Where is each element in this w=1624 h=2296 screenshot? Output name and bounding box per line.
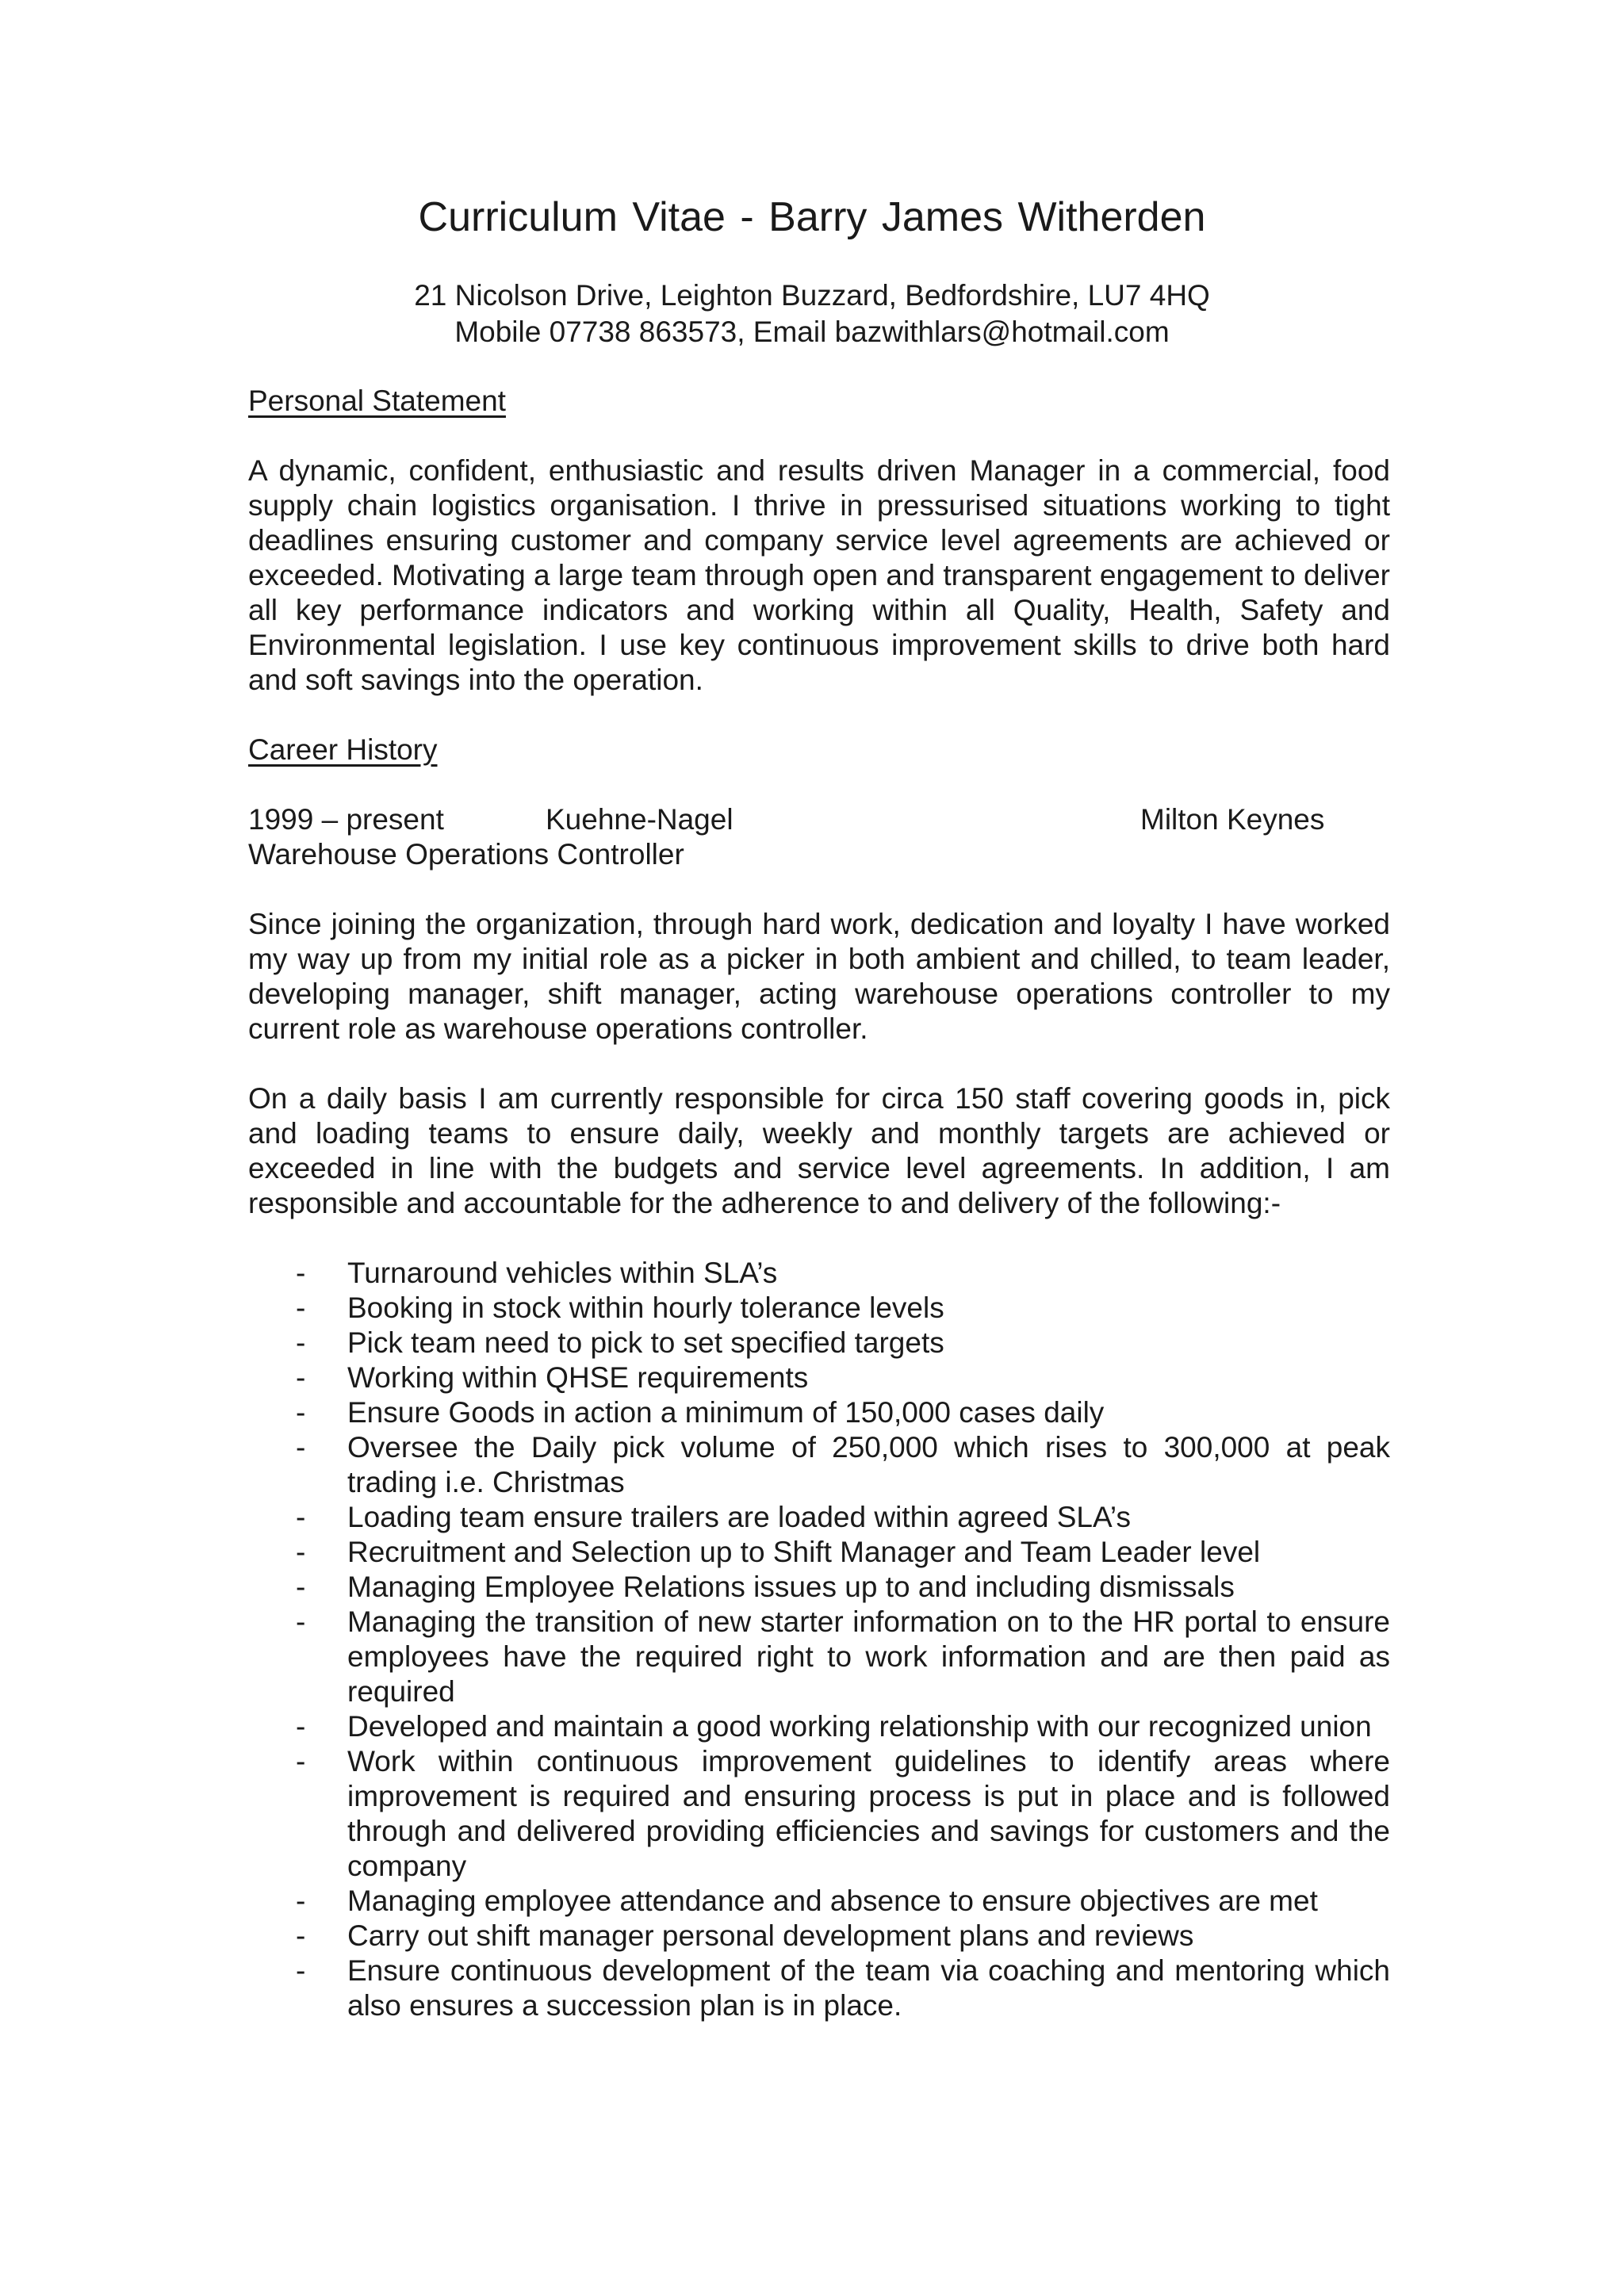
contact-block bbox=[248, 277, 1376, 350]
bullet-dash: - bbox=[296, 1885, 306, 1917]
list-item bbox=[248, 1360, 1390, 1395]
responsibilities-list bbox=[248, 1256, 1390, 2023]
list-item-text: Working within QHSE requirements bbox=[347, 1361, 809, 1394]
list-item-text: Managing the transition of new starter information on to the HR portal to ensure employees have the required right to work information and are then paid as required bbox=[347, 1605, 1390, 1708]
list-item-text: Pick team need to pick to set specified targets bbox=[347, 1326, 944, 1359]
list-item bbox=[248, 1430, 1390, 1500]
personal-statement-heading: Personal Statement bbox=[248, 385, 506, 417]
bullet-dash: - bbox=[296, 1571, 306, 1603]
list-item-text: Work within continuous improvement guidelines to identify areas where improvement is required and ensuring process is put in place and is followed through and delivered providing efficiencies and savings for customers and the company bbox=[347, 1745, 1390, 1882]
bullet-dash: - bbox=[296, 1292, 306, 1324]
job-header bbox=[248, 802, 1390, 837]
bullet-dash: - bbox=[296, 1501, 306, 1533]
address-line: 21 Nicolson Drive, Leighton Buzzard, Bedfordshire, LU7 4HQ bbox=[414, 279, 1210, 312]
cv-content bbox=[248, 384, 1390, 2023]
list-item-text: Booking in stock within hourly tolerance levels bbox=[347, 1292, 944, 1324]
list-item bbox=[248, 1326, 1390, 1360]
list-item-text: Developed and maintain a good working relationship with our recognized union bbox=[347, 1710, 1372, 1743]
career-history-heading: Career History bbox=[248, 733, 438, 766]
career-paragraph: Since joining the organization, through hard work, dedication and loyalty I have worked my way up from my initial role as a picker in both ambient and chilled, to team leader, developing manager, shift manager, acting warehouse operations controller to my current role as warehouse operations controller. bbox=[248, 908, 1390, 1045]
list-item bbox=[248, 1919, 1390, 1954]
list-item bbox=[248, 1395, 1390, 1430]
list-item-text: Oversee the Daily pick volume of 250,000 which rises to 300,000 at peak trading i.e. Christmas bbox=[347, 1431, 1390, 1498]
list-item-text: Ensure Goods in action a minimum of 150,000 cases daily bbox=[347, 1396, 1105, 1429]
list-item bbox=[248, 1500, 1390, 1535]
list-item-text: Carry out shift manager personal development plans and reviews bbox=[347, 1919, 1194, 1952]
bullet-dash: - bbox=[296, 1710, 306, 1743]
list-item-text: Turnaround vehicles within SLA’s bbox=[347, 1257, 778, 1289]
bullet-dash: - bbox=[296, 1919, 306, 1952]
list-item bbox=[248, 1291, 1390, 1326]
bullet-dash: - bbox=[296, 1954, 306, 1987]
list-item bbox=[248, 1535, 1390, 1570]
bullet-dash: - bbox=[296, 1361, 306, 1394]
document-title: Curriculum Vitae - Barry James Witherden bbox=[418, 194, 1206, 240]
list-item-text: Loading team ensure trailers are loaded within agreed SLA’s bbox=[347, 1501, 1131, 1533]
bullet-dash: - bbox=[296, 1745, 306, 1777]
list-item-text: Managing employee attendance and absence to ensure objectives are met bbox=[347, 1885, 1318, 1917]
list-item bbox=[248, 1709, 1390, 1744]
list-item bbox=[248, 1954, 1390, 2023]
list-item bbox=[248, 1884, 1390, 1919]
list-item bbox=[248, 1744, 1390, 1884]
bullet-dash: - bbox=[296, 1396, 306, 1429]
job-title: Warehouse Operations Controller bbox=[248, 838, 684, 871]
bullet-dash: - bbox=[296, 1326, 306, 1359]
list-item bbox=[248, 1605, 1390, 1709]
job-location: Milton Keynes bbox=[1140, 803, 1325, 836]
personal-statement-text: A dynamic, confident, enthusiastic and results driven Manager in a commercial, food supply chain logistics organisation. I thrive in pressurised situations working to tight deadlines ensuring customer and company service level agreements are achieved or exceeded. Motivating a large team through open and transparent engagement to deliver all key performance indicators and working within all Quality, Health, Safety and Environmental legislation. I use key continuous improvement skills to drive both hard and soft savings into the operation. bbox=[248, 454, 1390, 696]
list-item-text: Managing Employee Relations issues up to and including dismissals bbox=[347, 1571, 1235, 1603]
bullet-dash: - bbox=[296, 1536, 306, 1568]
bullet-dash: - bbox=[296, 1605, 306, 1638]
career-paragraph: On a daily basis I am currently responsible for circa 150 staff covering goods in, pick and loading teams to ensure daily, weekly and monthly targets are achieved or exceeded in line with the budgets and service level agreements. In addition, I am responsible and accountable for the adherence to and delivery of the following:- bbox=[248, 1082, 1390, 1219]
job-company: Kuehne-Nagel bbox=[546, 803, 733, 836]
phone-email-line: Mobile 07738 863573, Email bazwithlars@hotmail.com bbox=[454, 316, 1170, 348]
list-item-text: Ensure continuous development of the team via coaching and mentoring which also ensures a succession plan is in place. bbox=[347, 1954, 1390, 2022]
list-item-text: Recruitment and Selection up to Shift Manager and Team Leader level bbox=[347, 1536, 1261, 1568]
job-dates: 1999 – present bbox=[248, 803, 444, 836]
list-item bbox=[248, 1256, 1390, 1291]
list-item bbox=[248, 1570, 1390, 1605]
bullet-dash: - bbox=[296, 1257, 306, 1289]
bullet-dash: - bbox=[296, 1431, 306, 1464]
